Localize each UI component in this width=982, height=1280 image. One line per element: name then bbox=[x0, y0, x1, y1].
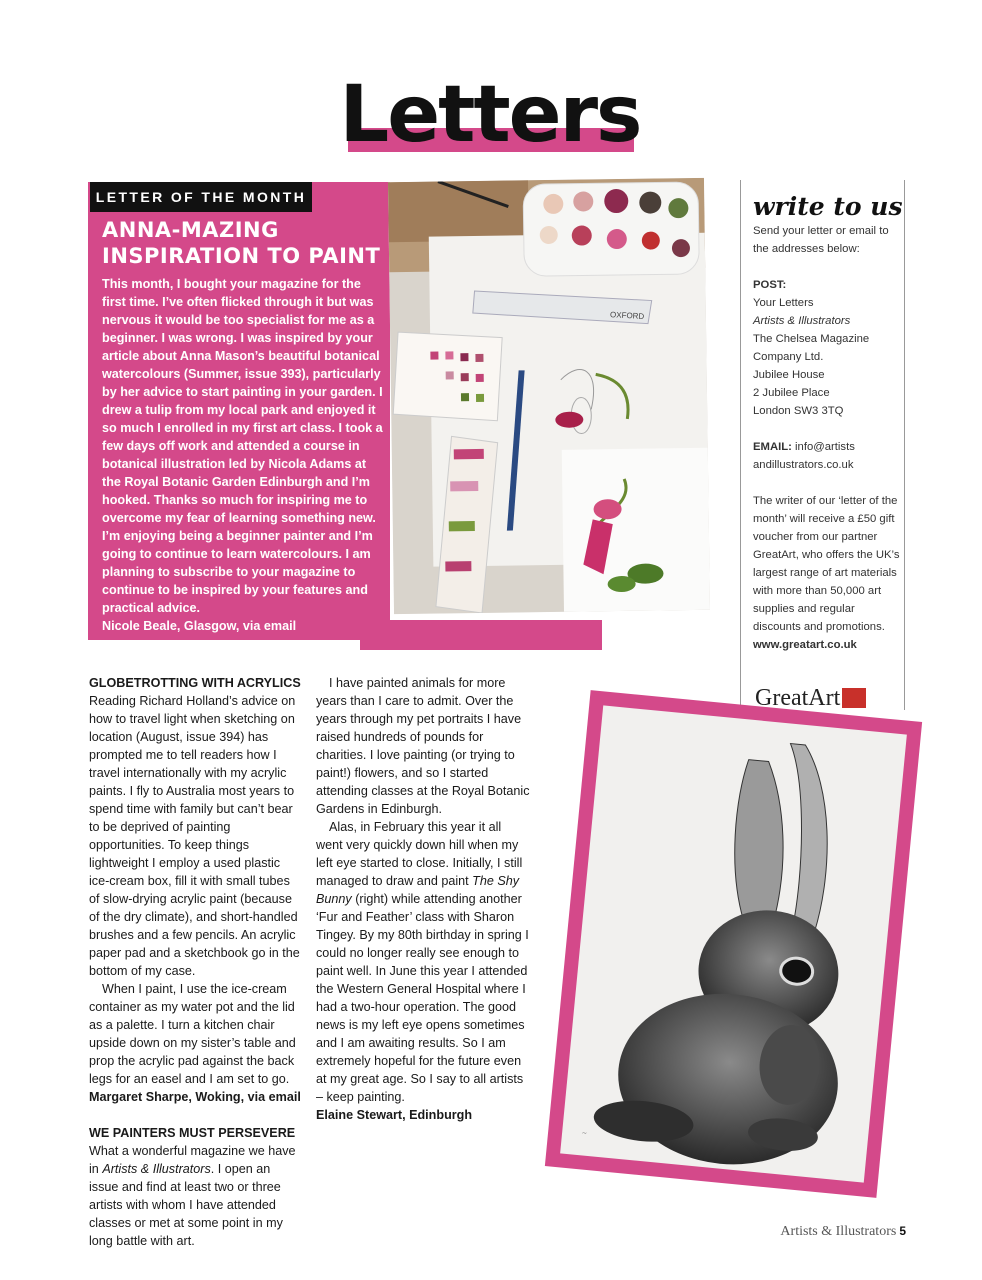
artwork-title-italic: The Shy Bunny bbox=[316, 874, 520, 906]
greatart-logo-text: GreatArt bbox=[755, 685, 841, 711]
artwork-paper bbox=[560, 705, 907, 1182]
prize-text: The writer of our ‘letter of the month’ will receive a £50 gift voucher from our partner GreatArt, who offers the UK’s largest range of art materials with more than 50,000 art supplies and regular discounts and promotions. bbox=[753, 495, 900, 633]
greatart-logo-icon bbox=[842, 688, 866, 708]
letter-paragraph-start bbox=[89, 1142, 303, 1250]
letter-heading: WE PAINTERS MUST PERSEVERE bbox=[89, 1126, 296, 1140]
ruler-label: OXFORD bbox=[609, 310, 645, 322]
painting-desk-illustration bbox=[388, 178, 710, 614]
sidebar-rule-right bbox=[904, 180, 905, 710]
greatart-logo bbox=[755, 686, 880, 710]
post-line: 2 Jubilee Place bbox=[753, 387, 830, 399]
letter-of-month-headline bbox=[102, 217, 392, 269]
letters-column-1 bbox=[89, 674, 303, 1250]
letter-of-month-panel-tail bbox=[360, 620, 602, 650]
painting-desk-photo bbox=[388, 178, 710, 614]
greatart-website-link[interactable]: www.greatart.co.uk bbox=[753, 639, 857, 651]
letter-of-month-body bbox=[102, 275, 384, 635]
letter-paragraph: When I paint, I use the ice-cream container as my water pot and the lid as a palette. I turn a kitchen chair upside down on my sister’s table and prop the acrylic pad against the back legs for an easel and I am set to go. bbox=[89, 982, 296, 1086]
shy-bunny-artwork bbox=[545, 690, 922, 1198]
text-run: What a wonderful magazine we have in bbox=[89, 1144, 296, 1176]
post-line: London SW3 3TQ bbox=[753, 405, 844, 417]
post-line: Jubilee House bbox=[753, 369, 825, 381]
letter-paragraph: I have painted animals for more years than I care to admit. Over the years through my pet portraits I have raised hundreds of pounds for charities. I love painting (or trying to paint!) flowers, and so I started attending classes at the Royal Botanic Gardens in Edinburgh. bbox=[316, 676, 530, 816]
letter-paragraph: Reading Richard Holland’s advice on how to travel light when sketching on location (August, issue 394) has prompted me to tell readers how I travel internationally with my acrylic paints. I fly to Australia most years to spend time with family but can’t bear to be deprived of painting opportunities. To keep things lightweight I employ a used plastic ice-cream box, fill it with small tubes of slow-drying acrylic paint (because of the dry climate), and short-handled brushes and a few pencils. An acrylic paper pad and a sketchbook go in the bottom of my case. bbox=[89, 694, 300, 978]
bunny-drawing bbox=[560, 705, 907, 1182]
letter-signature: Elaine Stewart, Edinburgh bbox=[316, 1108, 473, 1122]
write-to-us-sidebar bbox=[753, 192, 903, 654]
sidebar-intro: Send your letter or email to the addresses below: bbox=[753, 225, 889, 255]
letter-of-month-text: This month, I bought your magazine for the first time. I’ve often flicked through it but was nervous it would be too specialist for me as a beginner. I was wrong. I was inspired by your article about Anna Mason’s beautiful botanical watercolours (Summer, issue 393), particularly by her advice to start painting in your garden. I drew a tulip from my local park and enjoyed it so much I enrolled in my first art class. I took a few days off work and attended a course in botanical illustration led by Nicola Adams at the Royal Botanic Garden Edinburgh and I’m hooked. Thanks so much for inspiring me to overcome my fear of learning something new. I’m enjoying being a beginner painter and I’m going to continue to learn watercolours. I am planning to subscribe to your magazine to continue to be inspired by your features and practical advice. bbox=[102, 277, 383, 615]
sidebar-rule-left bbox=[740, 180, 741, 710]
write-to-us-heading: write to us bbox=[753, 192, 903, 221]
letter-signature: Margaret Sharpe, Woking, via email bbox=[89, 1090, 301, 1104]
email-address-part2[interactable]: andillustrators.co.uk bbox=[753, 459, 854, 471]
artist-signature-scribble: ~ bbox=[581, 1128, 587, 1138]
footer-magazine-name: Artists & Illustrators bbox=[780, 1224, 897, 1239]
headline-line-2: INSPIRATION TO PAINT bbox=[102, 244, 381, 268]
letters-column-2 bbox=[316, 674, 530, 1124]
email-label: EMAIL: bbox=[753, 441, 792, 453]
post-line: Artists & Illustrators bbox=[753, 315, 851, 327]
page-title-block bbox=[330, 70, 650, 162]
letter-heading: GLOBETROTTING WITH ACRYLICS bbox=[89, 676, 301, 690]
letter-of-month-tag: LETTER OF THE MONTH bbox=[90, 182, 312, 212]
magazine-name-italic: Artists & Illustrators bbox=[102, 1162, 211, 1176]
page-title: Letters bbox=[339, 70, 641, 160]
text-run: Alas, in February this year it all went very quickly down hill when my left eye started to close. Initially, I still managed to draw and paint bbox=[316, 820, 523, 888]
headline-line-1: ANNA-MAZING bbox=[102, 218, 279, 242]
text-run: . I open an issue and find at least two or three artists with whom I have attended classes or met at some point in my long battle with art. bbox=[89, 1162, 283, 1248]
page-footer bbox=[766, 1224, 906, 1240]
post-label: POST: bbox=[753, 279, 787, 291]
post-line: Your Letters bbox=[753, 297, 814, 309]
page-number: 5 bbox=[899, 1224, 906, 1238]
text-run: (right) while attending another ‘Fur and Feather’ class with Sharon Tingey. By my 80th birthday in spring I could no longer really see enough to paint well. In June this year I attended the Western General Hospital where I had a two-hour operation. The good news is my left eye opens sometimes and I am awaiting results. So I am extremely hopeful for the future even at my great age. So I say to all artists – keep painting. bbox=[316, 892, 529, 1104]
post-line: Company Ltd. bbox=[753, 351, 824, 363]
post-line: The Chelsea Magazine bbox=[753, 333, 870, 345]
letter-of-month-signature: Nicole Beale, Glasgow, via email bbox=[102, 619, 297, 633]
letter-paragraph bbox=[316, 818, 530, 1106]
email-address-part1[interactable]: info@artists bbox=[791, 441, 855, 453]
